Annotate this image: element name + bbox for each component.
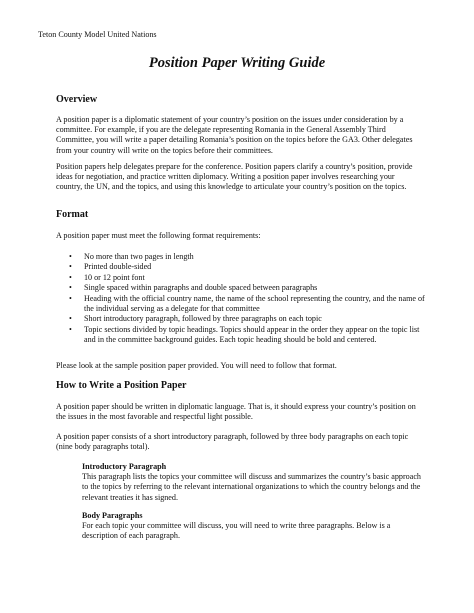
overview-heading: Overview [56, 94, 98, 105]
format-closing: Please look at the sample position paper provided. You will need to follow that format. [56, 361, 337, 370]
body-paragraphs-text: For each topic your committee will discuss, you will need to write three paragraphs. Below is a description of each paragraph. [82, 521, 391, 541]
list-item: • Short introductory paragraph, followed by three paragraphs on each topic [56, 314, 426, 324]
how-to-paragraph-2: A position paper consists of a short introductory paragraph, followed by three body paragraphs on each topic (nine body paragraphs total). [56, 432, 409, 452]
list-item: • Heading with the official country name, the name of the school representing the country, and the name of the individual serving as a delegate for that committee [56, 294, 426, 314]
body-paragraphs-section [82, 511, 422, 542]
list-item: • Topic sections divided by topic headings. Topics should appear in the order they appear on the topic list and in the committee background guides. Each topic heading should be bold and centered. [56, 325, 426, 345]
page-title: Position Paper Writing Guide [148, 55, 326, 71]
running-header: Teton County Model United Nations [38, 30, 157, 39]
list-item: • Printed double-sided [56, 262, 426, 272]
format-heading: Format [56, 209, 89, 220]
list-item: • 10 or 12 point font [56, 273, 426, 283]
introductory-paragraph-section [82, 462, 422, 503]
how-to-heading: How to Write a Position Paper [56, 380, 187, 391]
format-intro: A position paper must meet the following format requirements: [56, 231, 261, 240]
body-paragraphs-label: Body Paragraphs [82, 511, 143, 520]
overview-paragraph-2: Position papers help delegates prepare for the conference. Position papers clarify a country’s position, provide ideas for negotiation, and practice written diplomacy. Writing a position paper involves researching your country, the UN, and the topics, and using this knowledge to articulate your country’s position on the topics. [56, 162, 413, 192]
introductory-paragraph-text: This paragraph lists the topics your committee will discuss and summarizes the country’s basic approach to the topics by referring to the relevant international organizations to which the country belongs and the relevant treaties it has signed. [82, 472, 421, 502]
overview-paragraph-1: A position paper is a diplomatic statement of your country’s position on the issues under consideration by a committee. For example, if you are the delegate representing Romania in the General Assembly Third Committee, you will write a paper detailing Romania’s position on the topics before the GA3. Other delegates from your country will write on the topics before their committees. [56, 115, 413, 155]
introductory-paragraph-label: Introductory Paragraph [82, 462, 167, 471]
list-item: • Single spaced within paragraphs and double spaced between paragraphs [56, 283, 426, 293]
list-item: • No more than two pages in length [56, 252, 426, 262]
how-to-paragraph-1: A position paper should be written in diplomatic language. That is, it should express your country’s position on the issues in the most favorable and respectful light possible. [56, 402, 416, 422]
format-requirements-list [56, 252, 426, 345]
